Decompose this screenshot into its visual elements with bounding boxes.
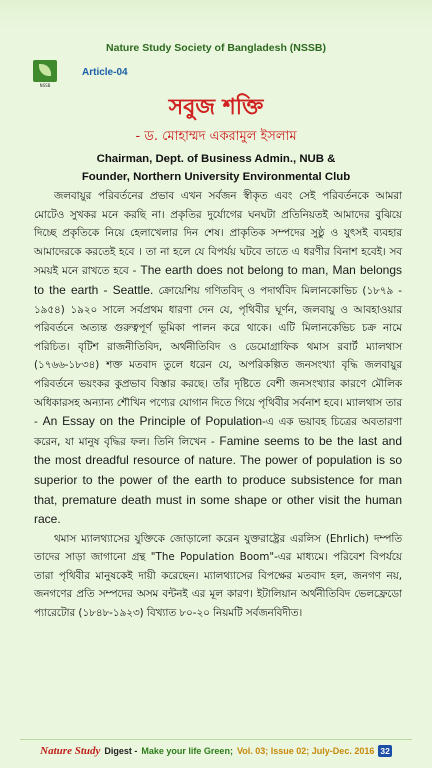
footer-digest: Digest - [104, 746, 138, 756]
footer-volume: Vol. 03; Issue 02; July-Dec. 2016 [236, 746, 375, 756]
p1-text: জলবায়ুর পরিবর্তনের প্রভাব এখন সর্বজন স্বীকৃত এবং সেই পরিবর্তনকে আমরা মোটেও সুখকর মনে করছি না। প্রকৃতির দুর্যোগের ঘনঘটা প্রতিনিয়তই আমাদের বুঝিয়ে দিচ্ছে প্রকৃতিকে নিয়ে হেলাখেলার দিন শেষ। প্রাকৃতিক সম্পদের সুষ্ঠু ও যুৎসই ব্যবহার আমাদেরকে করতেই হবে । তা না হলে যে বিপর্যয় ঘটবে তাতে এ ধরণীর বিনাশ হবেই। সব সময়ই মনে রাখতে হবে - [34, 190, 402, 278]
footer-magazine: Nature Study [40, 745, 101, 757]
page-number: 32 [380, 746, 390, 756]
affiliation-line-2: Founder, Northern University Environmental Club [81, 171, 351, 183]
author-affiliation [0, 150, 432, 186]
top-band [0, 0, 432, 30]
nssb-logo [33, 60, 57, 90]
logo-caption: NSSB [39, 83, 51, 88]
affiliation-line-1: Chairman, Dept. of Business Admin., NUB & [96, 153, 336, 165]
footer [0, 743, 432, 759]
paragraph-1 [34, 187, 402, 530]
author-byline: - ড. মোহাম্মদ একরামুল ইসলাম [135, 129, 297, 144]
footer-tagline: Make your life Green; [141, 746, 233, 756]
org-title: Nature Study Society of Bangladesh (NSSB) [106, 42, 326, 54]
leaf-icon [33, 60, 57, 82]
footer-divider [20, 739, 412, 740]
seattle-quote: The earth does not belong to man, Man belongs to the earth - Seattle. [34, 263, 402, 297]
p1b-text: ক্রোয়েশিয় গণিতবিদ্ ও পদার্থবিদ মিলানকোভিচ (১৮৭৯ - ১৯৫৪) ১৯২০ সালে সর্বপ্রথম ধারণা দেন যে, পৃথিবীর ঘূর্ণন, জলবায়ু ও আবহাওয়ার পরিবর্তনে অত্যন্ত গুরুত্বপূর্ণ ভূমিকা পালন করে থাকে। এটি মিলানকেভিচ চক্র নামে পরিচিত। বৃটিশ রাজনীতিবিদ, অর্থনীতিবিদ ও ডেমোগ্রাফিক থমাস রবার্ট ম্যালথাস (১৭৬৬-১৮৩৪) শক্ত মতবাদ তুলে ধরেন যে, অপরিকল্পিত জনসংখ্যা বৃদ্ধি জলবায়ুর পরিবর্তনে ভয়ংকর কুপ্রভাব বিস্তার করছে। তাঁর দৃষ্টিতে বেশী জনসংখ্যার কারণে মৌলিক অধিকারসহ অন্যান্য শৌখিন পণ্যের যোগান দিতে গিয়ে পৃথিবীর সর্বনাশ হবে। ম্যালথাস তার - [34, 284, 402, 429]
article-title: সবুজ শক্তি [168, 95, 264, 120]
malthus-quote: Famine seems to be the last and the most dreadful resource of nature. The power of population is so superior to the power of the earth to produce subsistence for man that, premature death must in some shape or other visit the human race. [34, 433, 402, 527]
essay-title: An Essay on the Principle of Population [42, 414, 263, 429]
p1c-text: -এ এক ভয়াবহ চিত্রের অবতারণা করেন, যা মানুষ বৃদ্ধির ফল। তিনি লিখেন - [34, 416, 402, 448]
article-number: Article-04 [82, 67, 128, 78]
article-body [34, 187, 402, 623]
paragraph-2: থমাস ম্যালথ্যাসের যুক্তিকে জোড়ালো করেন যুক্তরাষ্ট্রের এরলিস (Ehrlich) দম্পতি তাদের সাড়া জাগানো গ্রন্থ "The Population Boom"-এর মাধ্যমে। পরিবেশ বিপর্যয়ে তারা পৃথিবীর মানুষকেই দায়ী করেছেন। ম্যালথ্যাসের বিপক্ষের মতবাদ হল, জনগণ নয়, জনগণের প্রতি সম্পদের অসম বন্টনই এর মূল কারণ। ইটালিয়ান অর্থনীতিবিদ ভেলফ্রেডো প্যারেটোর (১৮৪৮-১৯২৩) বিখ্যাত ৮০-২০ নিয়মটি সর্বজনবিদীত। [34, 532, 402, 620]
